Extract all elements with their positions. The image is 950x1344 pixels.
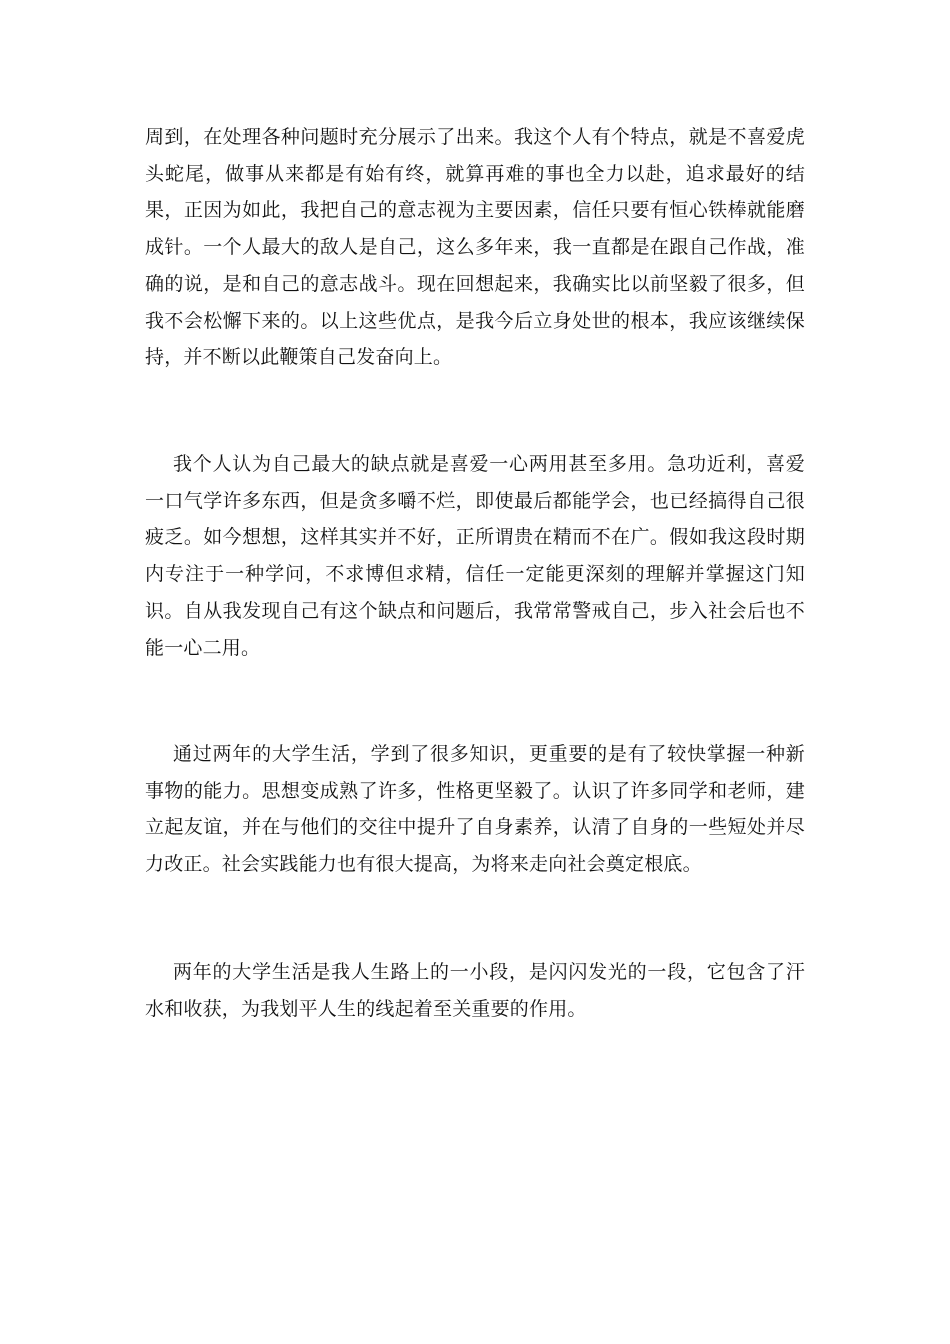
paragraph-weaknesses: 我个人认为自己最大的缺点就是喜爱一心两用甚至多用。急功近利，喜爱一口气学许多东西，但是贪多嚼不烂，即使最后都能学会，也已经搞得自己很疲乏。如今想想，这样其实并不好，正所谓贵在精而不在广。假如我这段时期内专注于一种学问，不求博但求精，信任一定能更深刻的理解并掌握这门知识。自从我发现自己有这个缺点和问题后，我常常警戒自己，步入社会后也不能一心二用。: [145, 453, 805, 659]
paragraph-gains: 通过两年的大学生活，学到了很多知识，更重要的是有了较快掌握一种新事物的能力。思想变成熟了许多，性格更坚毅了。认识了许多同学和老师，建立起友谊，并在与他们的交往中提升了自身素养，认清了自身的一些短处并尽力改正。社会实践能力也有很大提高，为将来走向社会奠定根底。: [145, 743, 805, 876]
paragraph-strengths-continued: 周到，在处理各种问题时充分展示了出来。我这个人有个特点，就是不喜爱虎头蛇尾，做事从来都是有始有终，就算再难的事也全力以赴，追求最好的结果，正因为如此，我把自己的意志视为主要因素，信任只要有恒心铁棒就能磨成针。一个人最大的敌人是自己，这么多年来，我一直都是在跟自己作战，准确的说，是和自己的意志战斗。现在回想起来，我确实比以前坚毅了很多，但我不会松懈下来的。以上这些优点，是我今后立身处世的根本，我应该继续保持，并不断以此鞭策自己发奋向上。: [145, 126, 805, 369]
paragraph-conclusion: 两年的大学生活是我人生路上的一小段，是闪闪发光的一段，它包含了汗水和收获，为我划平人生的线起着至关重要的作用。: [145, 961, 805, 1020]
